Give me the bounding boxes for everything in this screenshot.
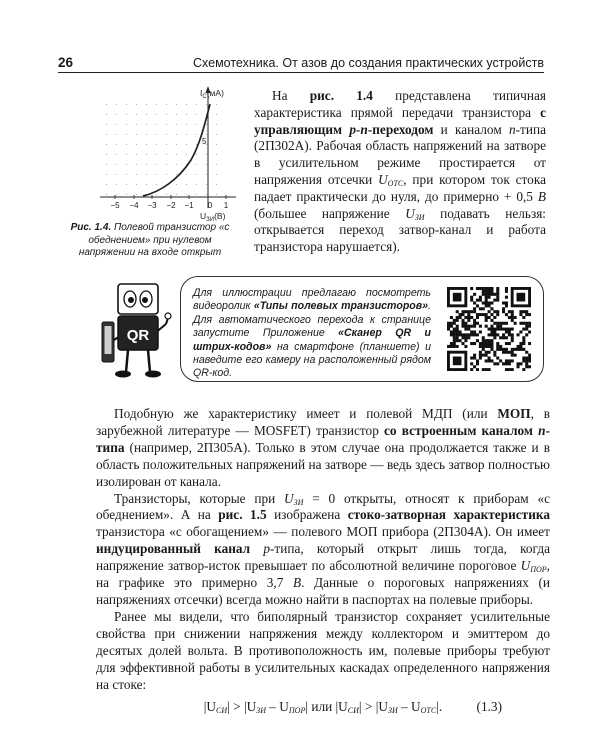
header-rule: [58, 72, 544, 73]
qr-code-icon[interactable]: [447, 287, 531, 371]
qr-mascot-label: QR: [126, 327, 150, 344]
qr-callout: [96, 276, 550, 388]
figure-ref[interactable]: рис. 1.4: [309, 88, 373, 103]
figure-ref[interactable]: рис. 1.5: [218, 507, 267, 523]
x-axis-label: $U_{ЗИ}(В)$: [200, 211, 226, 223]
caption-label: Рис. 1.4.: [70, 222, 112, 233]
caption-text: Полевой транзистор «с обеднением» при нулевом напряжении на входе открыт: [78, 222, 230, 258]
formula-1-3: $|U_{СИ}| > |U_{ЗИ} - U_{ПОР}|$ или $|U_{СИ}| > |U_{ЗИ} - U_{ОТС}|$. (1.3): [203, 699, 502, 716]
qr-instruction-text: Для иллюстрации предлагаю посмотреть видеоролик «Типы полевых транзисторов». Для автоматического перехода к странице запустите Приложение «Сканер QR и штрих-кодов» на смартфоне (планшете) и наведите его камеру на расположенный рядом QR-код.: [193, 287, 431, 380]
dotted-grid: [106, 100, 224, 197]
y-axis-label: $I_С(мA)$: [200, 88, 224, 100]
page-number: 26: [58, 55, 74, 70]
x-tick-label: −4: [129, 201, 139, 210]
equation-number: (1.3): [476, 699, 502, 715]
paragraph-enhancement: Транзисторы, которые при $U_{ЗИ} = 0$ открыты, относят к приборам «с обеднением». А на рис. 1.5 изображена стоко-затворная характеристика транзистора «с обогащением» — полевого МОП прибора (2П304А). Он имеет индуцированный канал p-типа, который открыт лишь тогда, когда напряжение затвор-исток превышает по абсолютной величине пороговое $U_{ПОР}$, на графике это примерно 3,7 В. Данные о пороговых напряжениях (и напряжениях отсечки) всегда можно найти в паспортах на полевые приборы.: [96, 490, 551, 607]
x-tick-label: 0: [207, 201, 213, 210]
figure-caption: [60, 222, 240, 260]
x-tick-label: −3: [147, 201, 157, 210]
body-text: [96, 406, 550, 716]
figure-svg: [96, 84, 252, 224]
running-title: Схемотехника. От азов до создания практических устройств: [192, 56, 544, 70]
x-tick-labels: [110, 201, 228, 210]
paragraph-fig-1-4: На рис. 1.4 представлена типичная характеристика прямой передачи транзистора с управляющим p-n-переходом и каналом n-типа (2П302А). Рабочая область напряжений на затворе в усилительном режиме простирается от напряжения отсечки $U_{ОТС}$, при котором ток стока падает практически до нуля, до примерно + 0,5 В (большее напряжение $U_{ЗИ}$ подавать нельзя: открывается переход затвор-канал и работа транзистора нарушается).: [254, 88, 547, 255]
x-tick-label: −1: [184, 201, 194, 210]
x-tick-label: −5: [110, 201, 120, 210]
transfer-characteristic-figure: [96, 84, 252, 224]
qr-mascot-icon: [96, 280, 178, 384]
paragraph-mosfet: Подобную же характеристику имеет и полевой МДП (или МОП, в зарубежной литературе — MOSFET) транзистор со встроенным каналом n-типа (например, 2П305А). Только в этом случае она продолжается также и в область положительных напряжений на затворе — ведь здесь затвор полностью изолирован от канала.: [96, 406, 550, 489]
x-tick-label: −2: [166, 201, 176, 210]
paragraph-drain-voltage: Ранее мы видели, что биполярный транзистор сохраняет усилительные свойства при снижении напряжения между коллектором и эмиттером до десятых долей вольта. В противоположность им, полевые приборы требуют для эффективной работы в усилительных каскадах определенного напряжения на стоке:: [96, 608, 550, 692]
qr-info-box: [180, 276, 544, 382]
x-tick-label: 1: [223, 201, 229, 210]
y-tick-marker: 5: [202, 137, 207, 146]
running-header: [58, 50, 544, 70]
app-name: «Сканер QR и штрих-кодов»: [193, 327, 431, 353]
video-title: «Типы полевых транзисторов»: [253, 300, 429, 313]
qr-mascot: [96, 280, 178, 384]
qr-code-svg: [447, 287, 531, 371]
